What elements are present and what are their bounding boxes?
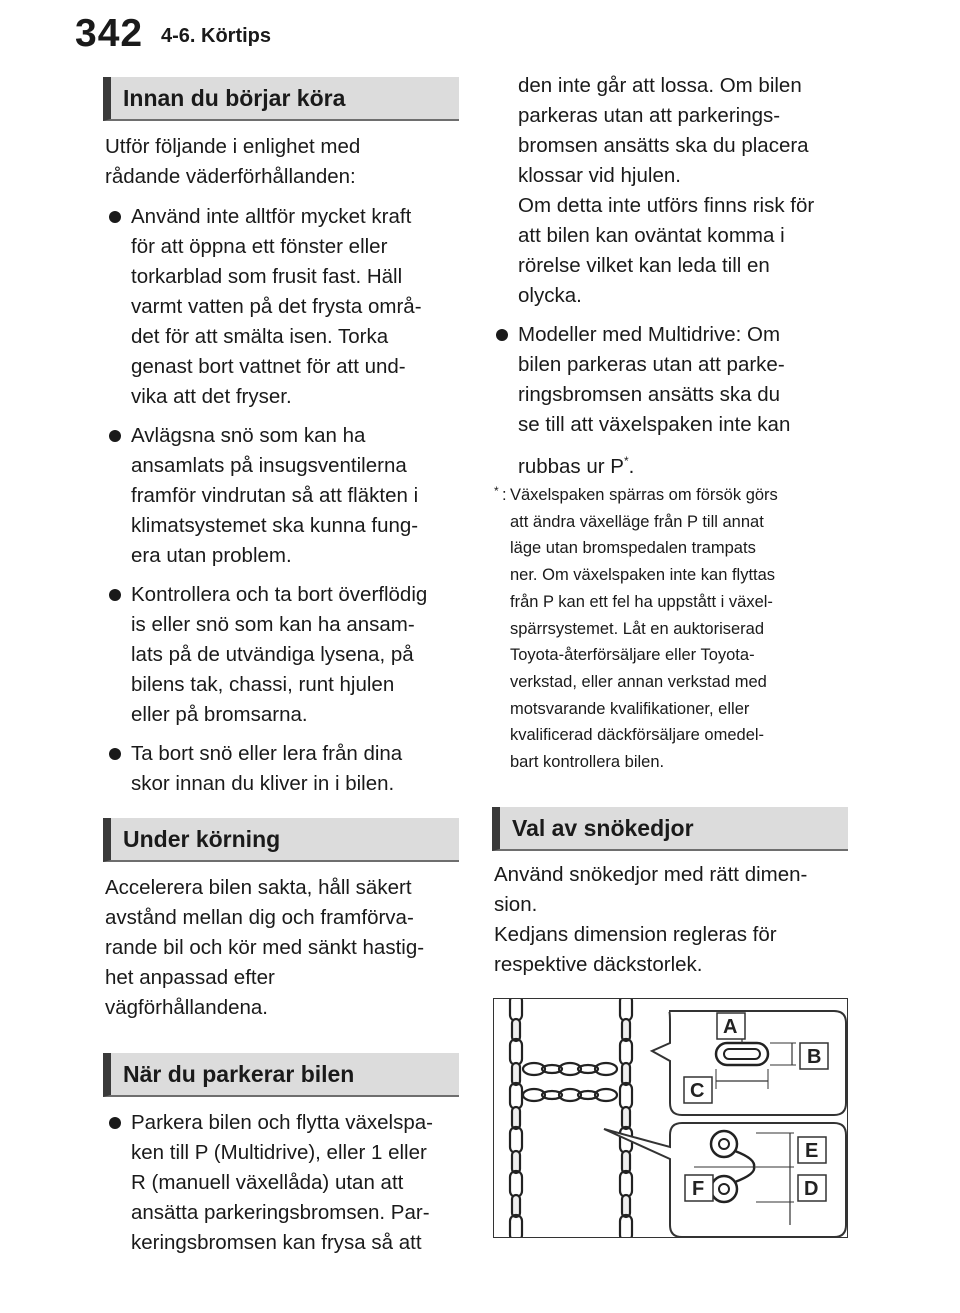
cross-chain-upper [523,1063,617,1075]
before-driving-text [105,132,465,808]
snow-chains-paragraph: Använd snökedjor med rätt dimen- sion. Kedjans dimension regleras för respektive däckstorlek. [494,863,808,976]
snow-chains-text [494,860,854,980]
chain-link-column-left [510,999,522,1238]
section-title: När du parkerar bilen [123,1061,355,1087]
footnote-reference: * [623,454,629,468]
callout-upper [652,1011,846,1115]
bullet-text: Modeller med Multidrive: Om bilen parkeras utan att parke- ringsbromsen ansätts ska du se till att växelspaken inte kan [518,323,791,436]
label-d: D [804,1178,819,1200]
bullet-item: Kontrollera och ta bort överflödig is eller snö som kan ha ansam- lats på de utvändiga lysena, på bilens tak, chassi, runt hjulen eller på bromsarna. [105,580,465,730]
bullet-item: Parkera bilen och flytta växelspa- ken till P (Multidrive), eller 1 eller R (manuell växellåda) utan att ansätta parkeringsbromsen. Par- keringsbromsen kan frysa så att [105,1108,465,1258]
snow-chain-svg [494,999,848,1238]
footnote-colon: : [502,486,507,504]
label-c: C [690,1080,705,1102]
snow-chain-illustration [493,998,848,1238]
label-b: B [807,1046,822,1068]
chapter-title: 4-6. Körtips [161,25,272,47]
section-title: Under körning [123,826,281,852]
parking-text-right [492,71,852,482]
bullet-item: Använd inte alltför mycket kraft för att öppna ett fönster eller torkarblad som frusit fast. Häll varmt vatten på det frysta områ- det för att smälta isen. Torka genast bort vattnet för att und- vika att det fryser. [105,202,465,412]
label-e: E [805,1140,819,1162]
callout-lower [604,1123,846,1237]
bullet-text: . [628,454,635,478]
label-a: A [723,1016,738,1038]
cross-chain-lower [523,1089,617,1101]
driving-paragraph: Accelerera bilen sakta, håll säkert avstånd mellan dig och framförva- rande bil och kör med sänkt hastig- het anpassad efter vägförhållandena. [105,876,425,1019]
bullet-item [492,320,852,440]
chain-link-column-right [620,999,632,1238]
section-header-before-driving [103,77,459,121]
parking-text-left [105,1108,465,1267]
vertical-chains [510,999,632,1238]
page-number: 342 [75,12,144,55]
section-title: Val av snökedjor [512,815,694,841]
driving-text [105,873,465,1023]
intro-paragraph: Utför följande i enlighet med rådande väderförhållanden: [105,135,361,188]
footnote-text: Växelspaken spärras om försök görs att ändra växelläge från P till annat läge utan bromspedalen trampats ner. Om växelspaken inte kan flyttas från P kan ett fel ha uppstått i växel- spärrsystemet. Låt en auktoriserad Toyota-återförsäljare eller Toyota- verkstad, eller annan verkstad med motsvarande kvalifikationer, eller kvalificerad däckförsäljare omedel- bart kontrollera bilen. [510,486,778,772]
section-header-snow-chains [492,807,848,851]
section-header-driving [103,818,459,862]
footnote [494,482,854,776]
bullet-item: Avlägsna snö som kan ha ansamlats på insugsventilerna framför vindrutan så att fläkten i klimatsystemet ska kunna fung- era utan problem. [105,421,465,571]
bullet-text: rubbas ur P [518,454,624,478]
section-title: Innan du börjar köra [123,85,346,111]
bullet-last-line [492,446,852,482]
footnote-marker: * [494,484,499,498]
bullet-item: Ta bort snö eller lera från dina skor innan du kliver in i bilen. [105,739,465,799]
bullet-continuation: den inte går att lossa. Om bilen parkeras utan att parkerings- bromsen ansätts ska du placera klossar vid hjulen. Om detta inte utförs finns risk för att bilen kan oväntat komma i rörelse vilket kan leda till en olycka. [518,74,815,307]
label-f: F [692,1178,705,1200]
section-header-parking [103,1053,459,1097]
